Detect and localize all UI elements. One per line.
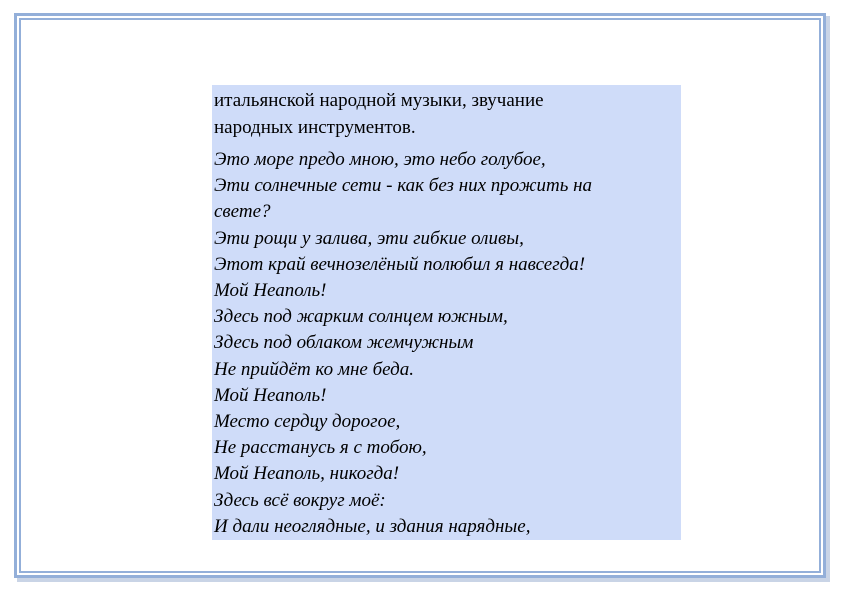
poem-line: Это море предо мною, это небо голубое,: [214, 149, 546, 170]
intro-paragraph: [214, 87, 677, 141]
intro-line: итальянской народной музыки, звучание: [214, 90, 544, 111]
poem-line: Мой Неаполь, никогда!: [214, 463, 400, 485]
poem-line: Здесь под облаком жемчужным: [214, 332, 474, 354]
poem-line: Эти рощи у залива, эти гибкие оливы,: [214, 227, 524, 249]
poem-line: Здесь всё вокруг моё:: [214, 489, 386, 511]
frame-shadow-bottom: [17, 578, 830, 582]
poem-line: Не прийдёт ко мне беда.: [214, 358, 414, 380]
poem-line: Не расстанусь я с тобою,: [214, 437, 427, 459]
intro-line: народных инструментов.: [214, 117, 416, 138]
poem-line: Эти солнечные сети - как без них прожить на: [214, 175, 593, 197]
poem-line: Место сердцу дорогое,: [214, 411, 401, 433]
poem-line: Здесь под жарким солнцем южным,: [214, 306, 508, 328]
poem-line: Мой Неаполь!: [214, 280, 327, 302]
poem-line: Этот край вечнозелёный полюбил я навсегда!: [214, 253, 586, 275]
poem-line: И дали неоглядные, и здания нарядные,: [214, 515, 531, 537]
frame-shadow-right: [826, 16, 830, 581]
lyrics-text-box[interactable]: [212, 85, 681, 540]
poem-line: свете?: [214, 201, 271, 223]
poem-lyrics: [214, 147, 677, 540]
poem-line: Мой Неаполь!: [214, 384, 327, 406]
